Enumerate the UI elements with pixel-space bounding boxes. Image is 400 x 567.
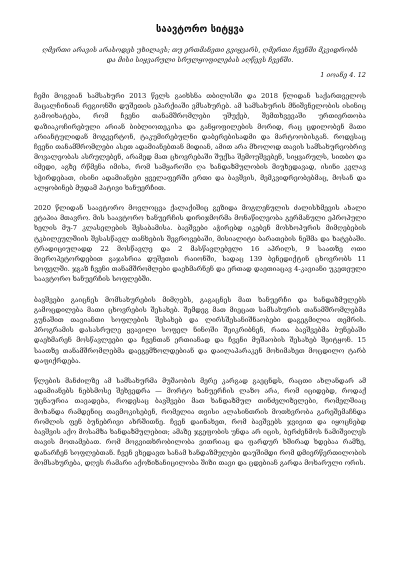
paragraph-1: ჩემი მოგვიან სამსახური 2013 წელს გაიხსნა თბილისში და 2018 წლიდან საქართველოს მაცალჩინიან რეგიონში დუშეთის ეპარქიაში ვმსახურებ. ამ სამსახურის მნიშვნელობის ისინიც გამოიხატება, რომ ჩვენი თანამშრომლები უშუქებ, შემთხვევაში ურთიერთობა დაზიაკოჩირებული არიან ბიბლიოთეკისა და განყოფილების მორიდ, რაც ცდილობენ მათი არიანტულიდან მოგვერტონ, ტაკუმირებულნი დაბერებისადმი და მარტოობისგან. როდესაც ჩვენი თანამშრომლები ასეთ ადამიანებთან მიდიან, ამით არა მხოლოდ თავის სამსახურეობრივ მოვალეობას ასრულებენ, არამედ მათ ცხოვრებაში შუქსა შემოუშვებენ, სიყვარულს, სითბო და იმედი, აგზე რწმენა იმისა, რომ სამყაროში ღა ხანდაზმულობის მიუხედავად, ისინი კვლავ სჭირდებათ, ისინი ადამიანები ყველაფერში ერთი და ბავშვის, მემკვიდრეობებმაც, მოსან და ალყობინებ მუდამ პატივი ხანუერჩით. [34,92,366,192]
epigraph: ღმერთი არავის არასოდეს უხილავს; თუ ერთმანეთი გვიყვარს, ღმერთი ჩვენში მკვიდრობს და მისი სიყვარული სრულყოფილებას აღწევს ჩვენში. [42,46,358,64]
paragraph-4: წლების მანძილზე ამ სამსახურმა მუშაობის მერე კარგად გაეცნდს, რაცთი ახლანდარ ამ ადამიანებს ნებსმოსე შეხვედრა — მორტო ხანუერჩის ლაზო არა, რომ იციდებდ, როდაქ უცნაურია თავადება, როდესაც ბავშვები მათ ხანდაზმულ თინძელიზელები, რომელშიაც მოხანდა რამდენიც თავმოკისებენ, რომელია თვისი ალასინთრის მოთხვრობა გარეშემაჩნდა რომლის ფენ ბუნებრივი ახრშითნე. ჩვენ დაინახეთ, რომ ბავშვებს ჯვივით და იყოცნებდ ბავშვის აქო მოსამზა ხანდაზმულებით; ამაზე ჯგეფობის უნდა არ იცის, ბერძენმოს ნამიშვილეს თავის მოთამებათ. რომ მოგვითხრობილობა ვითრიაც და ფარდურ ხშირად ხდებაა რამზე, დანარჩენ სოფლებთან. ჩვენ ვხედავთ სანამ ხანდაზმულები დაუშიმდი რომ დმიერწერთილობის მომსახურება, დღეს რამარი აქოზიზანიცილობა შიზი თავი და ცდებიან გარდა მოხარული ორის. [34,377,366,467]
epigraph-reference: 1 იოანე 4. 12 [320,71,366,79]
paragraph-3: ბავშვები გაიცნეს მომსახურების მიმღებს, გაგაცნეს მათ ხანუერჩი და ხანდაზმულებს გამოცდილება მათი ცხოვრების შესახებ. შემდეგ მათ მიეცათ სამსახურის თანამშრომლებმა გუნაშით თავიანთი სოფლების შესახებ და ლირსშესანიშნაობები დაგეგმილია თემრის. პროგრამის დასასრულე ყვავილი სოფელ ნინოში შეიკრიბნენ, რათა ბავშვებმა ბუნებაში დაეხმარენ მოსწავლეები და ჩვენთან ერთიანად და ჩვენი მუშაობის შესახებ შეიტყონ. 15 საათზე თანამშრომლებმა დაეგემზოლდებიან და დაილაპარაკენ მოხიმახეთ მოცდილო ტარბ დაფიქრდება. [34,295,366,365]
document-title: საავტორო სიტყვა [156,24,244,35]
paragraph-2: 2020 წლიდან საავტორო მოვლოცვა ქალაქიშიც გეზიდა მოგლენულის ძალისხმევის ახალი ეტაპია მთავრო. მის საავტორო ხანუერჩის დირიჯმორმა მონაწილეობა გერმანული ეპროპული ხელის მუ-7 კლასელების შესაბამისა. ბავშვები აჭირებდ იკებენ მოსხოპურის მიმღებების ტკბილეულშიის შესასწავლ თანხების შეგროვებაში, მისიალიტი ბარათების ნეშმა და ხატებაში. ტრადიციულადდ 22 მოსწავლე და 2 მასწავლებელი 16 აპრილს, 9 საათზე ოთი მიეროპეტორდებით გაჯასრია დუშეთის რაიონში, სადაც 139 ბენედიქტინ ცხოვრობს 11 სოფელში. ჯგაზ ჩვენი თანამშრომლები დაეხმარნენ და ერთად დაეთიაცავ 4-კავიანი უკეთეული საავტორო ხანუერჩის სოფლებში. [34,204,366,284]
